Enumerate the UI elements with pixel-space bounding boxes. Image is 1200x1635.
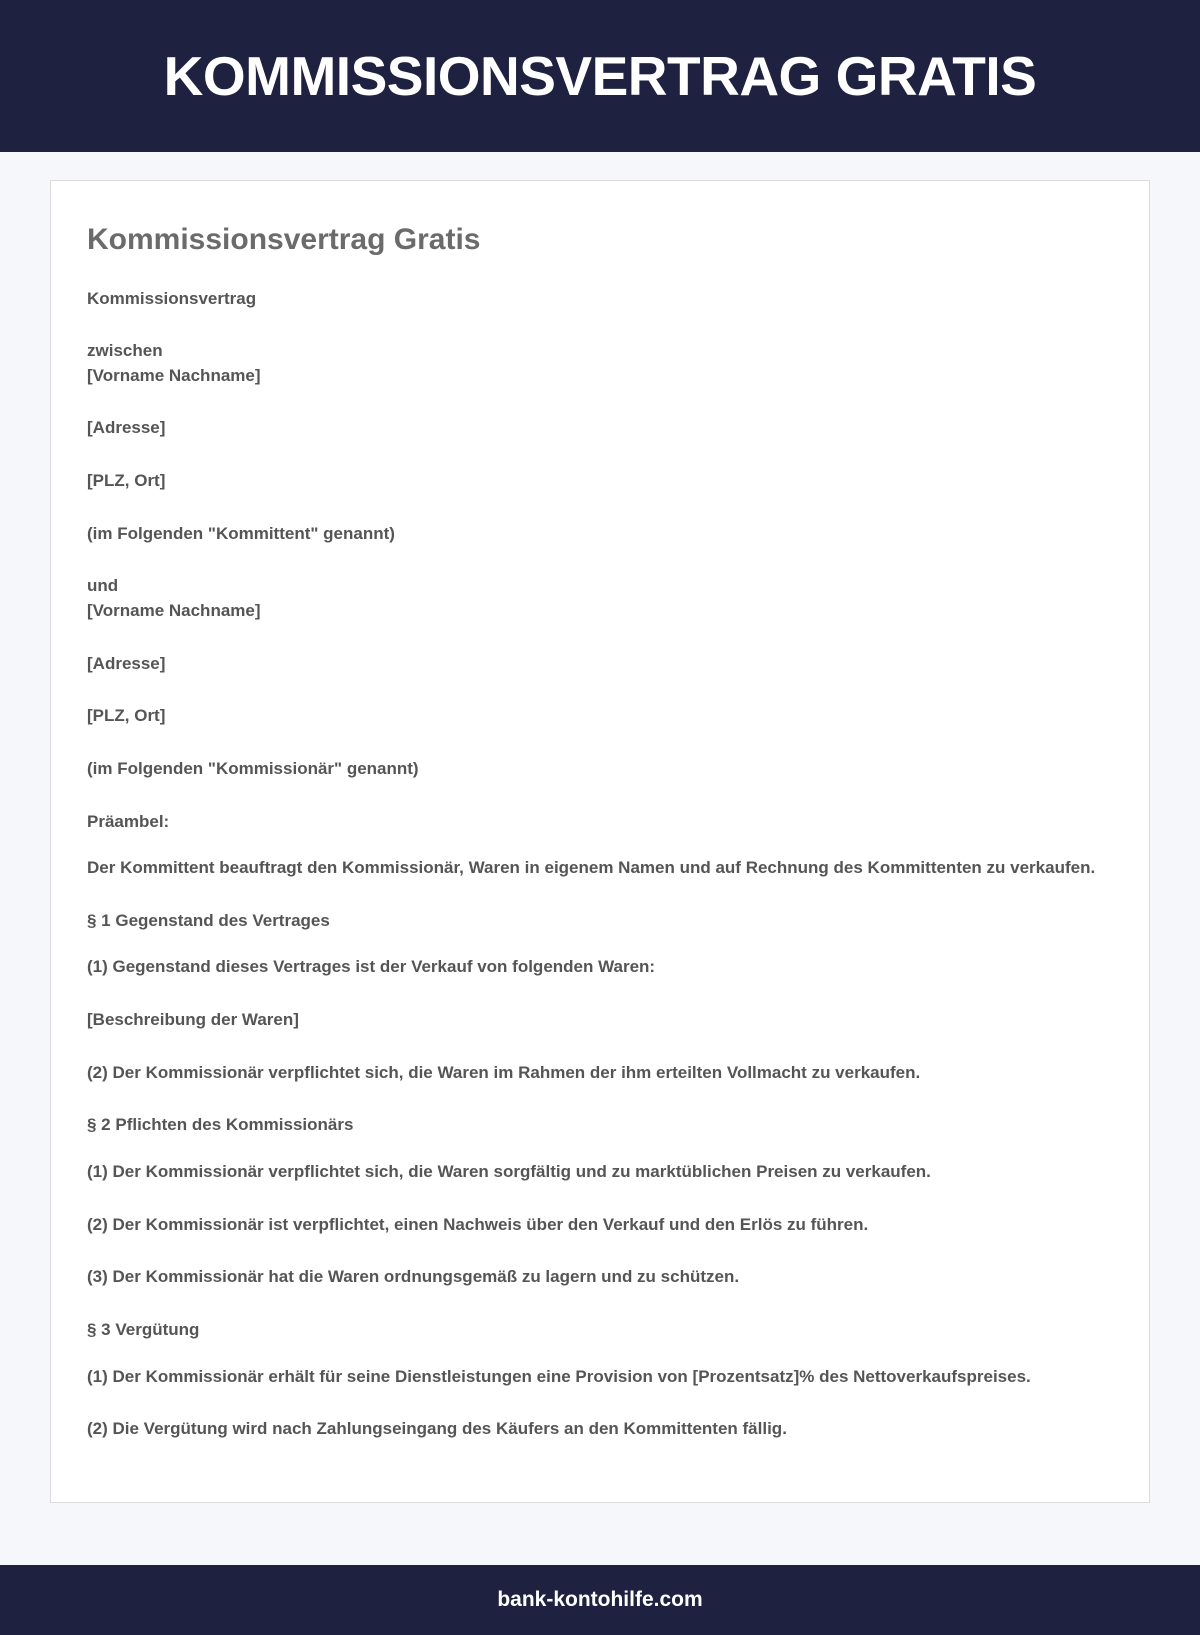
document-body [87,287,1113,1442]
site-header [0,0,1200,152]
document-card [50,180,1150,1503]
p-s2-1: (1) Der Kommissionär verpflichtet sich, die Waren sorgfältig und zu marktüblichen Preisen zu verkaufen. [87,1162,931,1182]
p-party-2-address: [Adresse] [87,653,166,673]
footer-site-link[interactable]: bank-kontohilfe.com [497,1587,703,1611]
p-preamble-body: Der Kommittent beauftragt den Kommissionär, Waren in eigenem Namen und auf Rechnung des Kommittenten zu verkaufen. [87,858,1096,878]
p-s1-1: (1) Gegenstand dieses Vertrages ist der Verkauf von folgenden Waren: [87,957,656,977]
p-s2-2: (2) Der Kommissionär ist verpflichtet, einen Nachweis über den Verkauf und den Erlös zu führen. [87,1214,869,1234]
p-party-1-intro: zwischen [Vorname Nachname] [87,341,261,385]
p-s1-heading: § 1 Gegenstand des Vertrages [87,910,330,930]
p-s3-2: (2) Die Vergütung wird nach Zahlungseingang des Käufers an den Kommittenten fällig. [87,1419,787,1439]
p-party-2-intro: und [Vorname Nachname] [87,576,261,620]
page-banner-title: KOMMISSIONSVERTRAG GRATIS [163,44,1037,107]
p-preamble-heading: Präambel: [87,811,170,831]
p-party-2-city: [PLZ, Ort] [87,706,166,726]
p-party-1-city: [PLZ, Ort] [87,471,166,491]
p-party-1-address: [Adresse] [87,418,166,438]
p-s3-1: (1) Der Kommissionär erhält für seine Dienstleistungen eine Provision von [Prozentsatz]% des Nettoverkaufspreises. [87,1366,1031,1386]
p-party-2-label: (im Folgenden "Kommissionär" genannt) [87,758,419,778]
p-s2-heading: § 2 Pflichten des Kommissionärs [87,1115,354,1135]
page-content [0,152,1200,1503]
p-party-1-label: (im Folgenden "Kommittent" genannt) [87,523,395,543]
p-s1-2: (2) Der Kommissionär verpflichtet sich, die Waren im Rahmen der ihm erteilten Vollmacht zu verkaufen. [87,1062,921,1082]
p-s1-goods: [Beschreibung der Waren] [87,1010,299,1030]
document-title: Kommissionsvertrag Gratis [87,223,481,256]
p-doc-type: Kommissionsvertrag [87,288,257,308]
p-s2-3: (3) Der Kommissionär hat die Waren ordnungsgemäß zu lagern und zu schützen. [87,1267,740,1287]
p-s3-heading: § 3 Vergütung [87,1319,200,1339]
